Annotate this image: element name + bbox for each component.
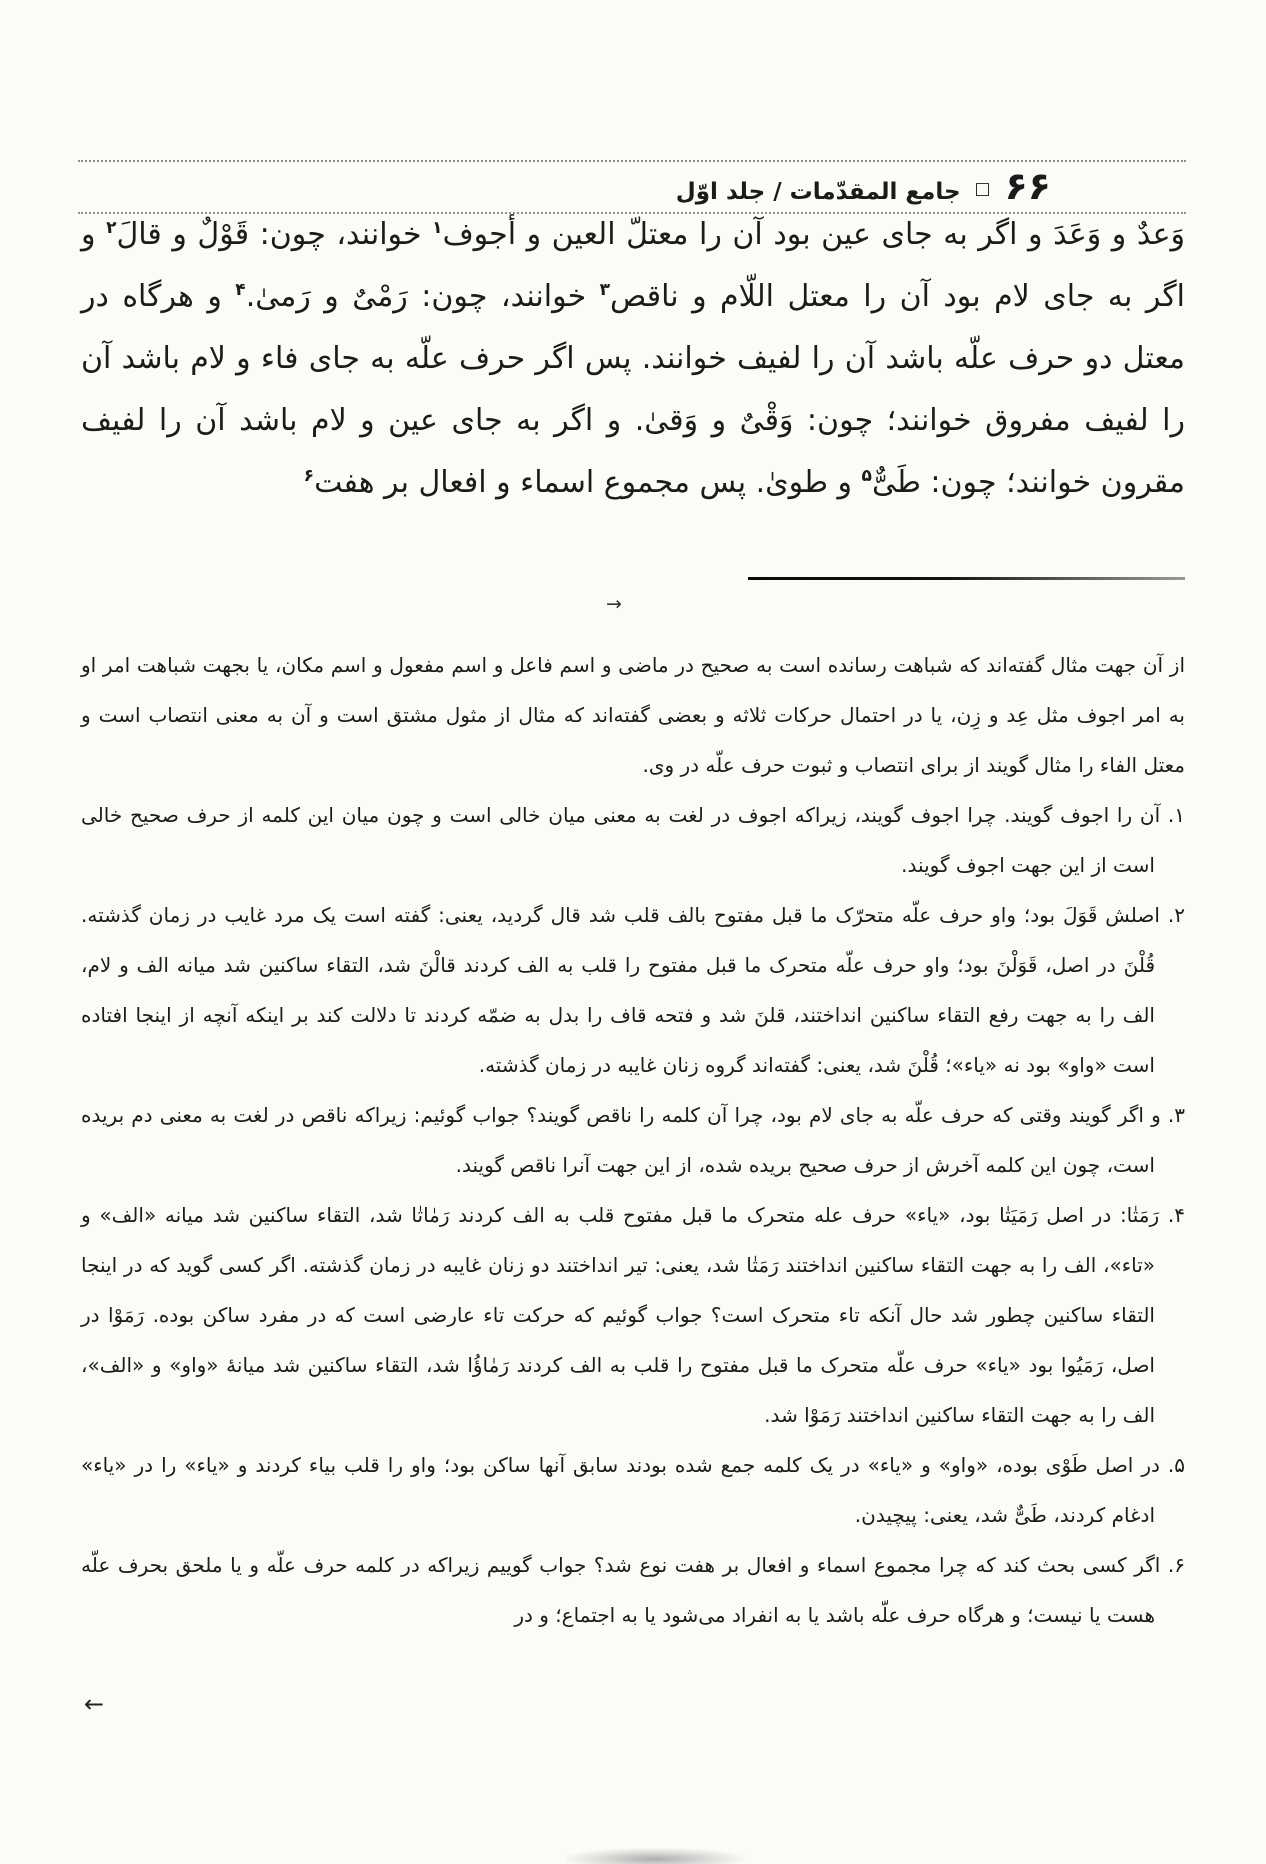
footnote-number: ۳. [1160,1103,1186,1127]
footnote-number: ۵. [1159,1453,1185,1477]
main-text-segment: و طویٰ. پس مجموع اسماء و افعال بر هفت [314,465,862,500]
footnote-ref: ۴ [235,280,246,300]
main-text-segment: وَعدٌ و وَعَدَ و اگر به جای عین بود آن را معتلّ العین و أجوف [442,217,1185,252]
scan-smudge-artifact [565,1848,745,1864]
page-number: ۶۶ [1004,164,1051,208]
footnote-ref: ۵ [861,466,872,486]
footnote-item [81,890,1185,1090]
main-text-segment: خوانند، چون: قَوْلٌ و قالَ [116,217,433,252]
footnote-text: در اصل طَوْی بوده، «واو» و «یاء» در یک کلمه جمع شده بودند سابق آنها ساکن بود؛ واو را قلب بیاء کردند و «یاء» را در «یاء» ادغام کردند، طَیٌّ شد، یعنی: پیچیدن. [81,1453,1160,1527]
footnote-item [81,1540,1185,1640]
footnote-ref: ۳ [599,280,611,300]
footnote-continuation-paragraph: از آن جهت مثال گفته‌اند که شباهت رسانده است به صحیح در ماضی و اسم فاعل و اسم مفعول و اسم مکان، یا بجهت شباهت امر او به امر اجوف مثل عِد و زِن، یا در احتمال حرکات ثلاثه و بعضی گفته‌اند که مثال از مثول مشتق است و آن به معنی انتصاب است و معتل الفاء را مثال گویند از برای انتصاب و ثبوت حرف علّه در وی. [81,653,1185,777]
book-title: جامع المقدّمات / جلد اوّل [675,179,961,205]
footnote-continuation-arrow-icon: → [606,593,622,615]
page-end-arrow-icon: ← [84,1690,105,1718]
footnote-item [81,1190,1185,1440]
footnotes-section [81,640,1185,1640]
footnote-ref: ۱ [432,218,443,238]
main-text-segment: و اگر به جای لام بود آن را معتل اللّام و ناقص [81,217,1185,314]
footnote-separator-rule [748,577,1185,580]
footnote-text: و اگر گویند وقتی که حرف علّه به جای لام بود، چرا آن کلمه را ناقص گویند؟ جواب گوئیم: زیراکه ناقص در لغت به معنی دم بریده است، چون این کلمه آخرش از حرف صحیح بریده شده، از این جهت آنرا ناقص گویند. [81,1103,1161,1177]
footnote-number: ۴. [1159,1203,1185,1227]
footnote-ref: ۶ [303,466,315,486]
main-text-segment: خوانند، چون: رَمْیٌ و رَمیٰ. [245,279,600,314]
footnote-number: ۱. [1160,803,1185,827]
footnote-text: اگر کسی بحث کند که چرا مجموع اسماء و افعال بر هفت نوع شد؟ جواب گوییم زیراکه در کلمه حرف علّه و یا ملحق بحرف علّه هست یا نیست؛ و هرگاه حرف علّه باشد یا به انفراد می‌شود یا به اجتماع؛ و در [81,1553,1161,1627]
section-square-icon: □ [974,179,991,199]
main-body-text [81,204,1185,514]
footnote-item [81,1090,1185,1190]
footnote-text: رَمَتٰا: در اصل رَمَیَتٰا بود، «یاء» حرف عله متحرک ما قبل مفتوح قلب به الف کردند رَمٰاتٰا شد، التقاء ساکنین شد میانه «الف» و «تاء»، الف را به جهت التقاء ساکنین انداختند رَمَتٰا شد، یعنی: تیر انداختند دو زنان غایبه در زمان گذشته. اگر کسی گوید که در اینجا التقاء ساکنین چطور شد حال آنکه تاء متحرک است؟ جواب گوئیم که حرکت تاء عارضی است که در مفرد ساکن بوده. رَمَوْا در اصل، رَمَیُوا بود «یاء» حرف علّه متحرک ما قبل مفتوح را قلب به الف کردند رَمٰاؤُا شد، التقاء ساکنین شد میانهٔ «واو» و «الف»، الف را به جهت التقاء ساکنین انداختند رَمَوْا شد. [81,1203,1160,1427]
footnote-number: ۲. [1159,903,1185,927]
main-text-segment: و هرگاه در معتل دو حرف علّه باشد آن را لفیف خوانند. پس اگر حرف علّه به جای فاء و لام باشد آن را لفیف مفروق خوانند؛ چون: وَقْیٌ و وَقیٰ. و اگر به جای عین و لام باشد آن را لفیف مقرون خوانند؛ چون: طَیٌّ [81,279,1185,500]
footnote-item [81,790,1185,890]
footnote-text: آن را اجوف گویند. چرا اجوف گویند، زیراکه اجوف در لغت به معنی میان خالی است و چون میان این کلمه از حرف صحیح خالی است از این جهت اجوف گویند. [81,803,1161,877]
footnote-number: ۶. [1160,1553,1185,1577]
footnote-ref: ۲ [106,218,117,238]
footnote-item [81,1440,1185,1540]
footnote-text: اصلش قَوَلَ بود؛ واو حرف علّه متحرّک ما قبل مفتوح بالف قلب شد قال گردید، یعنی: گفته است یک مرد غایب در زمان گذشته. قُلْنَ در اصل، قَوَلْنَ بود؛ واو حرف علّه متحرک ما قبل مفتوح را قلب به الف کردند قالْنَ شد، التقاء ساکنین شد میانه الف و لام، الف را به جهت رفع التقاء ساکنین انداختند، قلنَ شد و فتحه قاف را بدل به ضمّه کردند تا دلالت کند بر اینکه آنچه از اینجا افتاده است «واو» بود نه «یاء»؛ قُلْنَ شد، یعنی: گفته‌اند گروه زنان غایبه در زمان گذشته. [81,903,1160,1077]
